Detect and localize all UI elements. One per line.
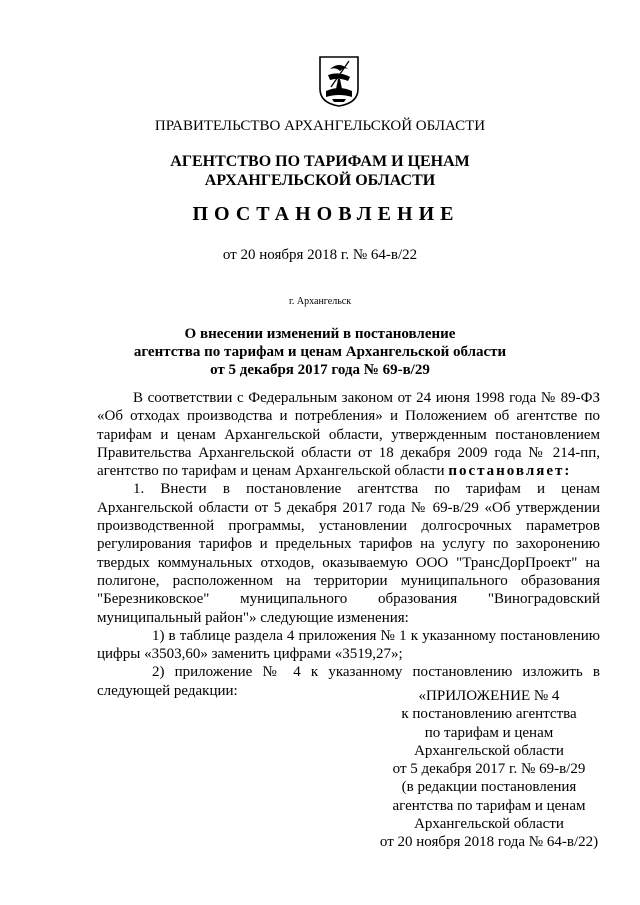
appendix-line9: от 20 ноября 2018 года № 64-в/22) bbox=[379, 834, 599, 851]
appendix-line4: Архангельской области bbox=[414, 742, 564, 759]
appendix-line1: «ПРИЛОЖЕНИЕ № 4 bbox=[418, 688, 560, 704]
agency-name-line2: АРХАНГЕЛЬСКОЙ ОБЛАСТИ bbox=[204, 172, 436, 189]
subitem-1-paragraph: 1) в таблице раздела 4 приложения № 1 к указанному постановлению цифры «3503,60» заменить цифрами «3519,27»; bbox=[97, 627, 600, 663]
appendix-line7: агентства по тарифам и ценам bbox=[392, 797, 586, 814]
item-1-paragraph: 1. Внести в постановление агентства по тарифам и ценам Архангельской области от 5 декабря 2017 года № 69-в/29 «Об утверждении производственной программы, установлении долгосрочных параметров регулирования тарифов и предельных тарифов на услугу по захоронению твердых коммунальных отходов, оказываемую ООО "ТрансДорПроект" на полигоне, расположенном на территории муниципального образования "Березниковское" муниципального образования "Виноградовский муниципальный район"» следующие изменения: bbox=[97, 481, 600, 626]
preamble-paragraph bbox=[97, 389, 600, 480]
document-type: ПОСТАНОВЛЕНИЕ bbox=[192, 203, 460, 225]
document-body bbox=[97, 389, 600, 700]
appendix-line3: по тарифам и ценам bbox=[424, 724, 554, 741]
agency-name bbox=[0, 152, 640, 190]
preamble-text: В соответствии с Федеральным законом от 24 июня 1998 года № 89-ФЗ «Об отходах производства и потребления» и Положением об агентстве по тарифам и ценам Архангельской области, утвержденным постановлением Правительства Архангельской области от 18 декабря 2009 года № 214-пп, агентство по тарифам и ценам Архангельской области bbox=[97, 390, 600, 480]
appendix-line8: Архангельской области bbox=[414, 816, 564, 833]
appendix-line5: от 5 декабря 2017 г. № 69-в/29 bbox=[392, 761, 586, 778]
document-subject bbox=[0, 325, 640, 379]
document-date-number: от 20 ноября 2018 г. № 64-в/22 bbox=[222, 247, 418, 263]
coat-of-arms-icon bbox=[318, 55, 360, 107]
subject-line1: О внесении изменений в постановление bbox=[184, 326, 456, 342]
resolves-word: постановляет: bbox=[448, 463, 572, 480]
appendix-heading bbox=[360, 687, 618, 852]
subitem-2-paragraph: 2) приложение № 4 к указанному постановлению изложить в следующей редакции: bbox=[97, 664, 600, 699]
appendix-line2: к постановлению агентства bbox=[401, 706, 577, 723]
document-city: г. Архангельск bbox=[288, 296, 352, 307]
agency-name-line1: АГЕНТСТВО ПО ТАРИФАМ И ЦЕНАМ bbox=[170, 153, 470, 170]
subject-line2: агентства по тарифам и ценам Архангельской области bbox=[133, 344, 507, 360]
appendix-line6: (в редакции постановления bbox=[401, 779, 577, 796]
government-name: ПРАВИТЕЛЬСТВО АРХАНГЕЛЬСКОЙ ОБЛАСТИ bbox=[154, 118, 486, 134]
subject-line3: от 5 декабря 2017 года № 69-в/29 bbox=[210, 362, 430, 378]
